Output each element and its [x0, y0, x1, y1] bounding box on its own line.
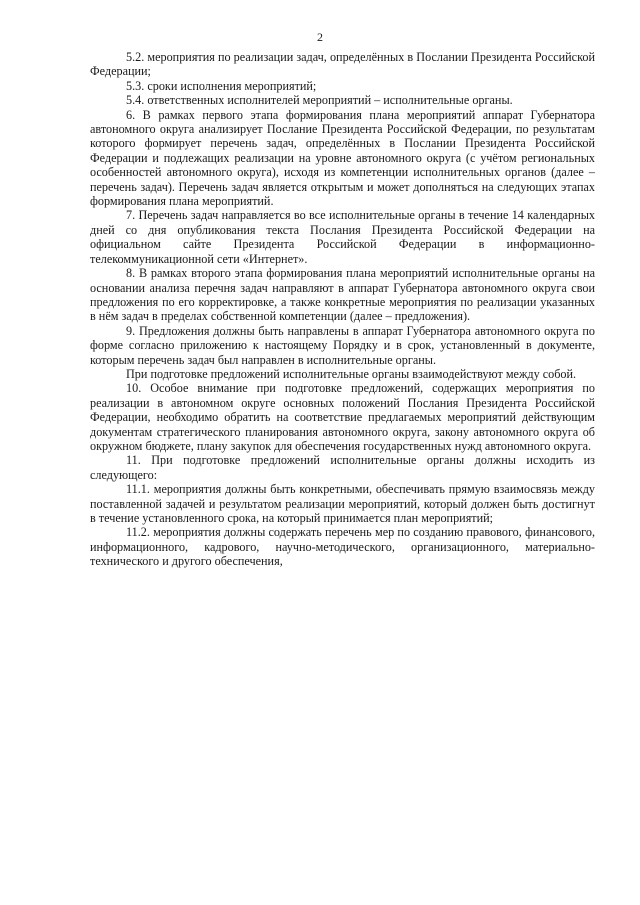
paragraph-5-3: 5.3. сроки исполнения мероприятий; — [126, 78, 317, 93]
paragraph-5-4: 5.4. ответственных исполнителей мероприятий – исполнительные органы. — [126, 93, 513, 108]
document-body — [90, 50, 595, 569]
paragraph-9: 9. Предложения должны быть направлены в аппарат Губернатора автономного округа по форме согласно приложению к настоящему Порядку и в срок, установленный в документе, которым перечень задач был направлен в исполнительные органы. — [90, 323, 595, 367]
paragraph-8: 8. В рамках второго этапа формирования плана мероприятий исполнительные органы на основании анализа перечня задач направляют в аппарат Губернатора автономного округа свои предложения по его корректировке, а также конкретные мероприятия по реализации указанных в нём задач в пределах собственной компетенции (далее – предложения). — [90, 266, 595, 324]
paragraph-11-1: 11.1. мероприятия должны быть конкретными, обеспечивать прямую взаимосвязь между поставленной задачей и результатом реализации мероприятий, который должен быть достигнут в течение установленного срока, на который принимается план мероприятий; — [90, 482, 595, 525]
paragraph-10: 10. Особое внимание при подготовке предложений, содержащих мероприятия по реализации в автономном округе основных положений Послания Президента Российской Федерации, необходимо обратить на соответствие предлагаемых мероприятий действующим документам стратегического планирования автономного округа, закону автономного округа об окружном бюджете, плану закупок для обеспечения государственных нужд автономного округа. — [90, 381, 595, 453]
paragraph-11: 11. При подготовке предложений исполнительные органы должны исходить из следующего: — [90, 453, 595, 482]
paragraph-6: 6. В рамках первого этапа формирования плана мероприятий аппарат Губернатора автономного округа анализирует Послание Президента Российской Федерации, по результатам которого формирует перечень задач, определённых в Послании Президента Российской Федерации и подлежащих реализации на уровне автономного округа (с учётом региональных особенностей автономного округа), исходя из компетенции исполнительных органов (далее – перечень задач). Перечень задач является открытым и может дополняться на следующих этапах формирования плана мероприятий. — [90, 107, 595, 209]
page-number: 2 — [317, 30, 323, 44]
paragraph-11-2: 11.2. мероприятия должны содержать перечень мер по созданию правового, финансового, информационного, кадрового, научно-методического, организационного, материально-технического и другого обеспечения, — [90, 525, 595, 569]
paragraph-9-note: При подготовке предложений исполнительные органы взаимодействуют между собой. — [126, 366, 577, 381]
paragraph-7: 7. Перечень задач направляется во все исполнительные органы в течение 14 календарных дней со дня опубликования текста Послания Президента Российской Федерации на официальном сайте Президента Российской Федерации в информационно-телекоммуникационной сети «Интернет». — [90, 208, 595, 266]
paragraph-5-2: 5.2. мероприятия по реализации задач, определённых в Послании Президента Российской Федерации; — [90, 50, 595, 79]
